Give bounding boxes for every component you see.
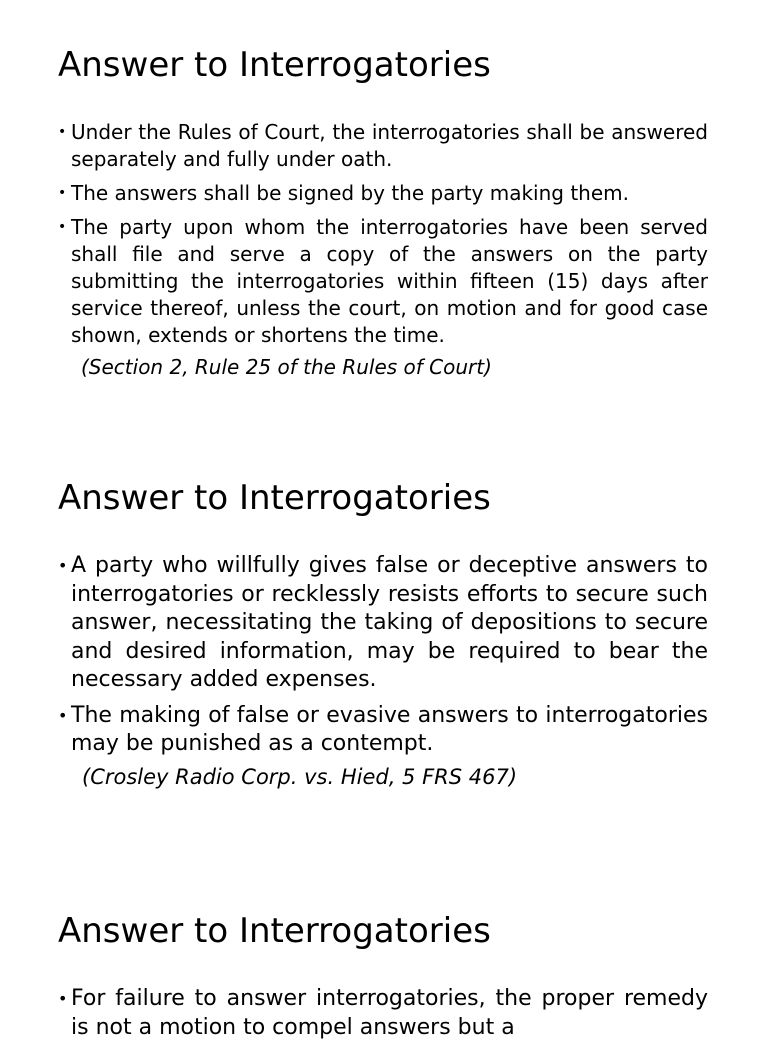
bullet-icon: • <box>58 989 68 1008</box>
bullet-text: Under the Rules of Court, the interrogatories shall be answered separately and fully under oath. <box>71 120 708 171</box>
bullet-item <box>58 702 708 759</box>
slide-title: Answer to Interrogatories <box>58 478 491 518</box>
bullet-item <box>58 180 708 207</box>
citation: (Crosley Radio Corp. vs. Hied, 5 FRS 467) <box>82 765 518 789</box>
bullet-text: The making of false or evasive answers to interrogatories may be punished as a contempt. <box>71 702 708 756</box>
bullet-text: For failure to answer interrogatories, the proper remedy is not a motion to compel answers but a <box>71 986 708 1040</box>
bullet-list <box>58 985 708 1042</box>
bullet-item <box>58 214 708 349</box>
bullet-icon: • <box>58 124 67 140</box>
bullet-list <box>58 552 708 766</box>
bullet-icon: • <box>58 556 68 575</box>
citation: (Section 2, Rule 25 of the Rules of Court) <box>81 355 492 379</box>
bullet-text: The party upon whom the interrogatories have been served shall file and serve a copy of the answers on the party submitting the interrogatories within fifteen (15) days after service thereof, unless the court, on motion and for good case shown, extends or shortens the time. <box>71 215 708 347</box>
bullet-text: A party who willfully gives false or deceptive answers to interrogatories or recklessly resists efforts to secure such answer, necessitating the taking of depositions to secure and desired information, may be required to bear the necessary added expenses. <box>71 553 708 692</box>
bullet-icon: • <box>58 705 68 725</box>
bullet-item <box>58 552 708 695</box>
slide-title: Answer to Interrogatories <box>58 45 491 85</box>
bullet-item <box>58 985 708 1042</box>
bullet-list <box>58 119 708 356</box>
bullet-text: The answers shall be signed by the party making them. <box>71 181 629 205</box>
slide-title: Answer to Interrogatories <box>58 911 491 951</box>
bullet-icon: • <box>58 219 67 235</box>
bullet-item <box>58 119 708 173</box>
bullet-icon: • <box>58 185 67 201</box>
